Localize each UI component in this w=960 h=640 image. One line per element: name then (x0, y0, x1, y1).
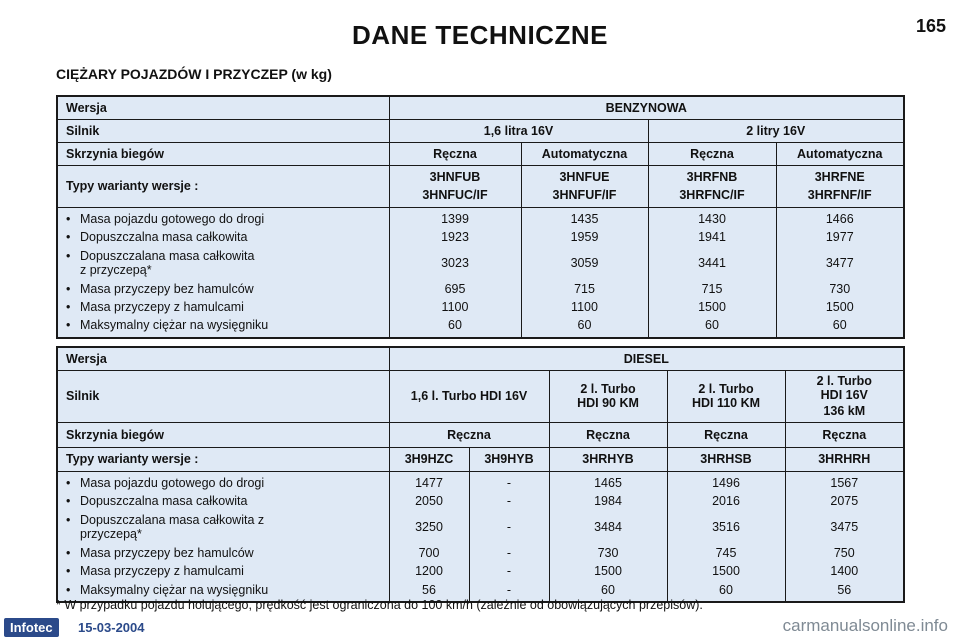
value-cell: 1984 (549, 492, 667, 510)
value-cell: 1567 (830, 475, 859, 490)
value-cell: 1477 (389, 471, 469, 492)
row-label-text: Dopuszczalana masa całkowita z (80, 513, 265, 527)
table-row (57, 492, 904, 510)
row-label: • Masa przyczepy z hamulcami (57, 562, 389, 580)
value-cell: 700 (389, 544, 469, 562)
engine-cell (549, 370, 667, 422)
row-label: • Masa przyczepy bez hamulców (57, 280, 389, 298)
table-row (57, 228, 904, 246)
row-label-text: Masa przyczepy z hamulcami (80, 299, 244, 314)
gearbox-label: Skrzynia biegów (57, 142, 389, 165)
value-cell: 3475 (830, 520, 859, 534)
row-label-text: Dopuszczalna masa całkowita (80, 229, 248, 244)
value-cell: - (469, 471, 549, 492)
value-cell: 56 (837, 582, 852, 597)
value-cell: 1500 (825, 299, 854, 314)
row-label: • Dopuszczalna masa całkowita (57, 228, 389, 246)
version-label: Wersja (57, 347, 389, 370)
value-cell: 1400 (830, 564, 859, 578)
engine-label: Silnik (57, 119, 389, 142)
variant-code: 3HNFUE (559, 170, 610, 184)
row-label-text: Masa pojazdu gotowego do drogi (80, 211, 265, 226)
row-label: • Maksymalny ciężar na wysięgniku (57, 580, 389, 602)
value-cell: 1466 (825, 211, 854, 226)
engine-line: 2 l. Turbo (698, 382, 754, 396)
value-cell: 1496 (667, 471, 785, 492)
petrol-weights-table (56, 95, 905, 339)
table-row (57, 298, 904, 316)
value-cell: 3059 (521, 246, 648, 280)
value-cell: 60 (832, 318, 847, 332)
value-cell: 1500 (667, 562, 785, 580)
value-cell: - (469, 544, 549, 562)
row-label-text: Masa pojazdu gotowego do drogi (80, 475, 265, 490)
value-cell: 730 (549, 544, 667, 562)
variant-code: 3HRFNE (814, 170, 865, 184)
value-cell: 1100 (521, 298, 648, 316)
value-cell: 695 (389, 280, 521, 298)
variant-cell: 3HRHRH (785, 447, 904, 471)
value-cell: 60 (549, 580, 667, 602)
value-cell: 2050 (389, 492, 469, 510)
value-cell: 60 (389, 316, 521, 338)
row-label-text: Maksymalny ciężar na wysięgniku (80, 582, 269, 597)
gearbox-cell: Ręczna (389, 142, 521, 165)
value-cell: 730 (829, 281, 851, 296)
row-label-text: Maksymalny ciężar na wysięgniku (80, 318, 269, 332)
row-label: • Masa przyczepy z hamulcami (57, 298, 389, 316)
variant-code: 3HNFUF/IF (552, 188, 617, 202)
value-cell: 3477 (825, 255, 854, 270)
row-label: • Dopuszczalna masa całkowita (57, 492, 389, 510)
value-cell: 1430 (648, 207, 776, 228)
engine-line: 2 l. Turbo (816, 374, 872, 388)
variant-cell: 3H9HZC (389, 447, 469, 471)
value-cell: 3023 (389, 246, 521, 280)
table-row (57, 544, 904, 562)
table-row (57, 370, 904, 422)
value-cell: 1500 (648, 298, 776, 316)
value-cell: 715 (521, 280, 648, 298)
engine-cell (785, 370, 904, 422)
table-row (57, 165, 904, 207)
table-row (57, 207, 904, 228)
variant-types-label: Typy warianty wersje : (57, 447, 389, 471)
gearbox-cell: Ręczna (785, 422, 904, 447)
table-row (57, 471, 904, 492)
row-label-text: przyczepą* (80, 527, 142, 541)
variant-cell: 3HRHYB (549, 447, 667, 471)
footnote: * W przypadku pojazdu holującego, prędkość jest ograniczona do 100 km/h (zależnie od obowiązujących przepisów). (56, 598, 703, 612)
engine-line: 136 kM (823, 404, 866, 418)
page-number: 165 (915, 16, 946, 36)
value-cell: 1977 (825, 229, 854, 244)
brand-logo: Infotec (4, 618, 59, 637)
row-label-text: Dopuszczalana masa całkowita (80, 248, 255, 263)
print-date: 15-03-2004 (78, 620, 145, 635)
table-row (57, 422, 904, 447)
value-cell: - (469, 510, 549, 544)
variant-code: 3HRFNB (686, 170, 738, 184)
value-cell: 1500 (549, 562, 667, 580)
version-value: BENZYNOWA (389, 96, 904, 119)
value-cell: 3441 (648, 246, 776, 280)
value-cell: 3516 (667, 510, 785, 544)
row-label-text: z przyczepą* (80, 262, 152, 277)
value-cell: - (469, 580, 549, 602)
table-row (57, 510, 904, 544)
value-cell: 2075 (830, 494, 859, 508)
value-cell: 1100 (389, 298, 521, 316)
engine-cell: 2 litry 16V (648, 119, 904, 142)
table-row (57, 246, 904, 280)
value-cell: 2016 (667, 492, 785, 510)
variant-types-label: Typy warianty wersje : (57, 165, 389, 207)
section-subtitle: CIĘŻARY POJAZDÓW I PRZYCZEP (w kg) (56, 66, 332, 82)
page-title: DANE TECHNICZNE (352, 20, 608, 50)
variant-cell: 3HRHSB (667, 447, 785, 471)
gearbox-label: Skrzynia biegów (57, 422, 389, 447)
row-label: • Dopuszczalana masa całkowita z przyczepą* (57, 510, 389, 544)
row-label: • Masa pojazdu gotowego do drogi (57, 207, 389, 228)
variant-code: 3HNFUC/IF (422, 188, 488, 202)
value-cell: 1399 (389, 207, 521, 228)
variant-cell (389, 165, 521, 207)
engine-line: HDI 90 KM (577, 396, 639, 410)
value-cell: 1465 (549, 471, 667, 492)
value-cell: 60 (648, 316, 776, 338)
table-row (57, 562, 904, 580)
value-cell: 3484 (549, 510, 667, 544)
value-cell: 3250 (389, 510, 469, 544)
gearbox-cell: Ręczna (389, 422, 549, 447)
row-label: • Masa pojazdu gotowego do drogi (57, 471, 389, 492)
row-label-text: Masa przyczepy bez hamulców (80, 546, 254, 560)
value-cell: 1941 (648, 228, 776, 246)
value-cell: 1200 (389, 562, 469, 580)
variant-cell: 3H9HYB (469, 447, 549, 471)
value-cell: 745 (667, 544, 785, 562)
gearbox-cell: Automatyczna (521, 142, 648, 165)
variant-code: 3HRFNF/IF (807, 188, 872, 202)
value-cell: 750 (833, 546, 855, 560)
row-label-text: Masa przyczepy bez hamulców (80, 281, 254, 296)
value-cell: - (469, 492, 549, 510)
gearbox-cell: Ręczna (667, 422, 785, 447)
engine-line: HDI 110 KM (691, 396, 761, 410)
engine-cell: 1,6 l. Turbo HDI 16V (389, 370, 549, 422)
row-label: • Masa przyczepy bez hamulców (57, 544, 389, 562)
gearbox-cell: Ręczna (549, 422, 667, 447)
variant-cell (521, 165, 648, 207)
engine-label: Silnik (57, 370, 389, 422)
table-row (57, 316, 904, 338)
engine-cell: 1,6 litra 16V (389, 119, 648, 142)
engine-cell (667, 370, 785, 422)
table-row (57, 142, 904, 165)
value-cell: 60 (667, 580, 785, 602)
table-row (57, 96, 904, 119)
table-row (57, 447, 904, 471)
version-value: DIESEL (389, 347, 904, 370)
table-row (57, 119, 904, 142)
version-label: Wersja (57, 96, 389, 119)
table-row (57, 347, 904, 370)
row-label-text: Dopuszczalna masa całkowita (80, 494, 248, 508)
value-cell: - (469, 562, 549, 580)
value-cell: 60 (521, 316, 648, 338)
row-label-text: Masa przyczepy z hamulcami (80, 564, 244, 578)
variant-code: 3HNFUB (429, 170, 481, 184)
row-label: • Maksymalny ciężar na wysięgniku (57, 316, 389, 338)
value-cell: 56 (389, 580, 469, 602)
gearbox-cell: Ręczna (648, 142, 776, 165)
row-label: • Dopuszczalana masa całkowita z przyczepą* (57, 246, 389, 280)
variant-cell (776, 165, 904, 207)
watermark: carmanualsonline.info (782, 616, 948, 635)
engine-line: 2 l. Turbo (580, 382, 636, 396)
value-cell: 1959 (521, 228, 648, 246)
value-cell: 1923 (389, 228, 521, 246)
variant-cell (648, 165, 776, 207)
gearbox-cell: Automatyczna (776, 142, 904, 165)
engine-line: HDI 16V (820, 388, 868, 402)
variant-code: 3HRFNC/IF (679, 188, 745, 202)
diesel-weights-table (56, 346, 905, 603)
value-cell: 1435 (521, 207, 648, 228)
value-cell: 715 (648, 280, 776, 298)
table-row (57, 280, 904, 298)
